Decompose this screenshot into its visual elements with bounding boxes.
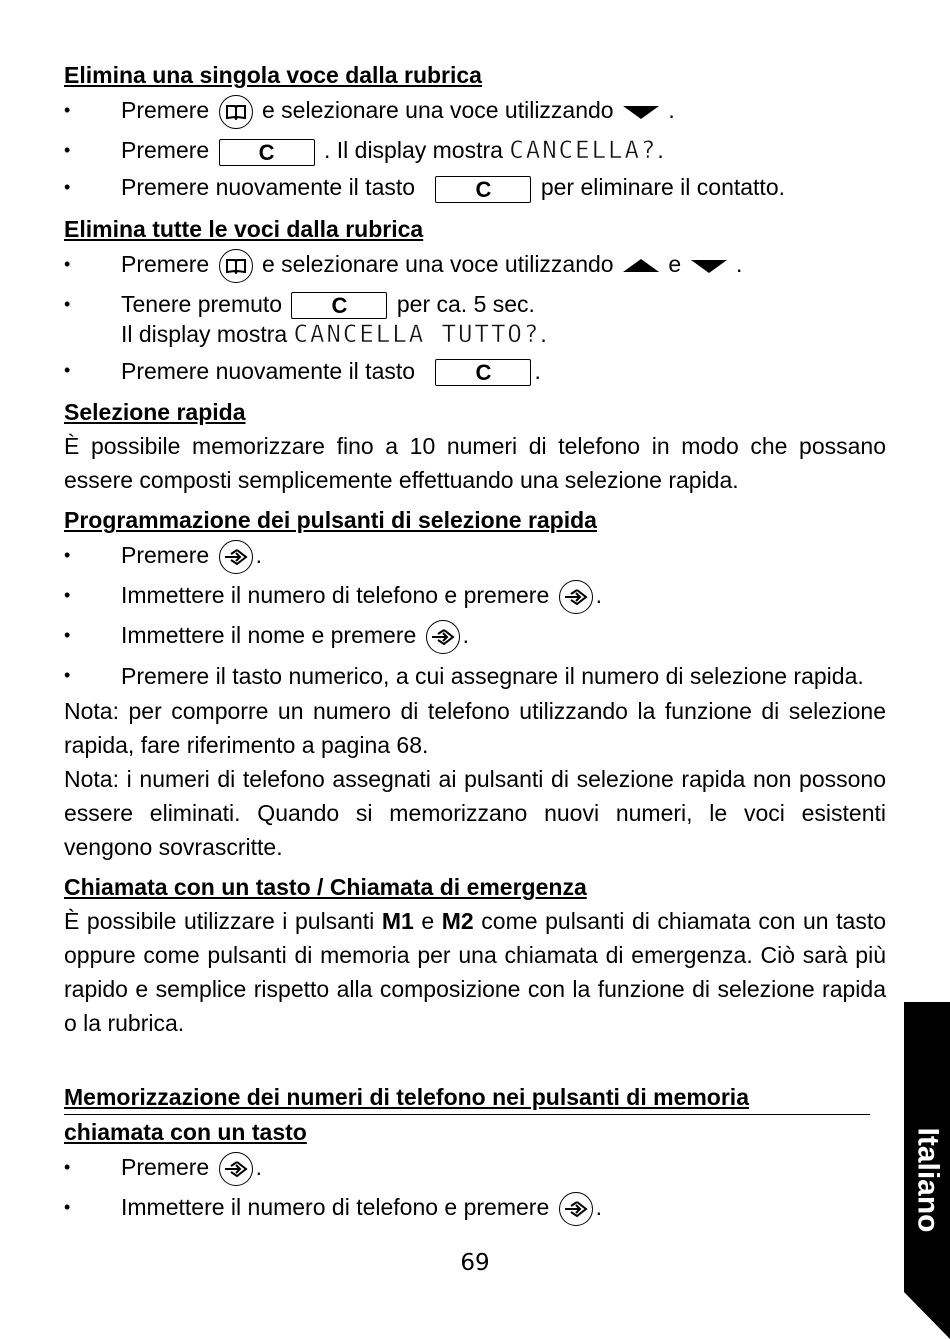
list-item: • Premere nuovamente il tasto C . [64, 357, 541, 386]
section-heading: chiamata con un tasto [64, 1119, 307, 1146]
note: Nota: per comporre un numero di telefono utilizzando la funzione di selezione rapida, fare riferimento a pagina 68. [64, 698, 886, 759]
arrow-up-icon [622, 258, 660, 274]
section-heading: Selezione rapida [64, 399, 246, 426]
list-item: • Tenere premuto C per ca. 5 sec. Il display mostra CANCELLA TUTTO?. [64, 291, 547, 349]
list-item: • Premere il tasto numerico, a cui assegnare il numero di selezione rapida. [64, 662, 864, 689]
section-heading: Chiamata con un tasto / Chiamata di emergenza [64, 874, 587, 901]
c-key-icon: C [435, 359, 531, 386]
lcd-display-text: CANCELLA? [509, 136, 658, 165]
c-key-icon: C [435, 176, 531, 203]
phonebook-icon [219, 249, 253, 283]
list-item: • Immettere il numero di telefono e premere . [64, 577, 886, 617]
list-item: • Immettere il nome e premere . [64, 617, 886, 657]
list-item: • Immettere il numero di telefono e premere . [64, 1189, 886, 1229]
arrow-down-icon [622, 104, 660, 120]
arrow-into-diamond-icon [219, 1152, 253, 1186]
arrow-into-diamond-icon [219, 540, 253, 574]
c-key-icon: C [291, 292, 387, 319]
list-item: • Premere e selezionare una voce utilizzando . [64, 92, 886, 132]
section-heading: Memorizzazione dei numeri di telefono nei pulsanti di memoria [64, 1080, 870, 1115]
phonebook-icon [219, 95, 253, 129]
paragraph: È possibile utilizzare i pulsanti M1 e M2 come pulsanti di chiamata con un tasto oppure come pulsanti di memoria per una chiamata di emergenza. Ciò sarà più rapido e semplice rispetto alla composizione con la funzione di selezione rapida o la rubrica. [64, 908, 887, 1037]
arrow-into-diamond-icon [426, 620, 460, 654]
section-heading: Elimina una singola voce dalla rubrica [64, 62, 482, 88]
arrow-down-icon [690, 258, 728, 274]
list-item: • Premere C . Il display mostra CANCELLA?. [64, 136, 664, 165]
lcd-display-text: CANCELLA TUTTO? [293, 320, 541, 349]
language-tab-label: Italiano [911, 1127, 945, 1233]
arrow-into-diamond-icon [559, 580, 593, 614]
note: Nota: i numeri di telefono assegnati ai pulsanti di selezione rapida non possono essere eliminati. Quando si memorizzano nuovi numeri, le voci esistenti vengono sovrascritte. [64, 766, 886, 861]
section-heading: Programmazione dei pulsanti di selezione rapida [64, 507, 597, 534]
manual-page-content [64, 58, 886, 1229]
list-item: • Premere . [64, 537, 886, 577]
arrow-into-diamond-icon [559, 1192, 593, 1226]
list-item: • Premere . [64, 1149, 886, 1189]
list-item: • Premere e selezionare una voce utilizzando e . [64, 246, 886, 286]
page-number: 69 [460, 1250, 490, 1276]
c-key-icon: C [219, 139, 315, 166]
section-heading: Elimina tutte le voci dalla rubrica [64, 216, 424, 242]
list-item: • Premere nuovamente il tasto C per eliminare il contatto. [64, 174, 786, 202]
paragraph: È possibile memorizzare fino a 10 numeri di telefono in modo che possano essere composti semplicemente effettuando una selezione rapida. [64, 433, 886, 494]
